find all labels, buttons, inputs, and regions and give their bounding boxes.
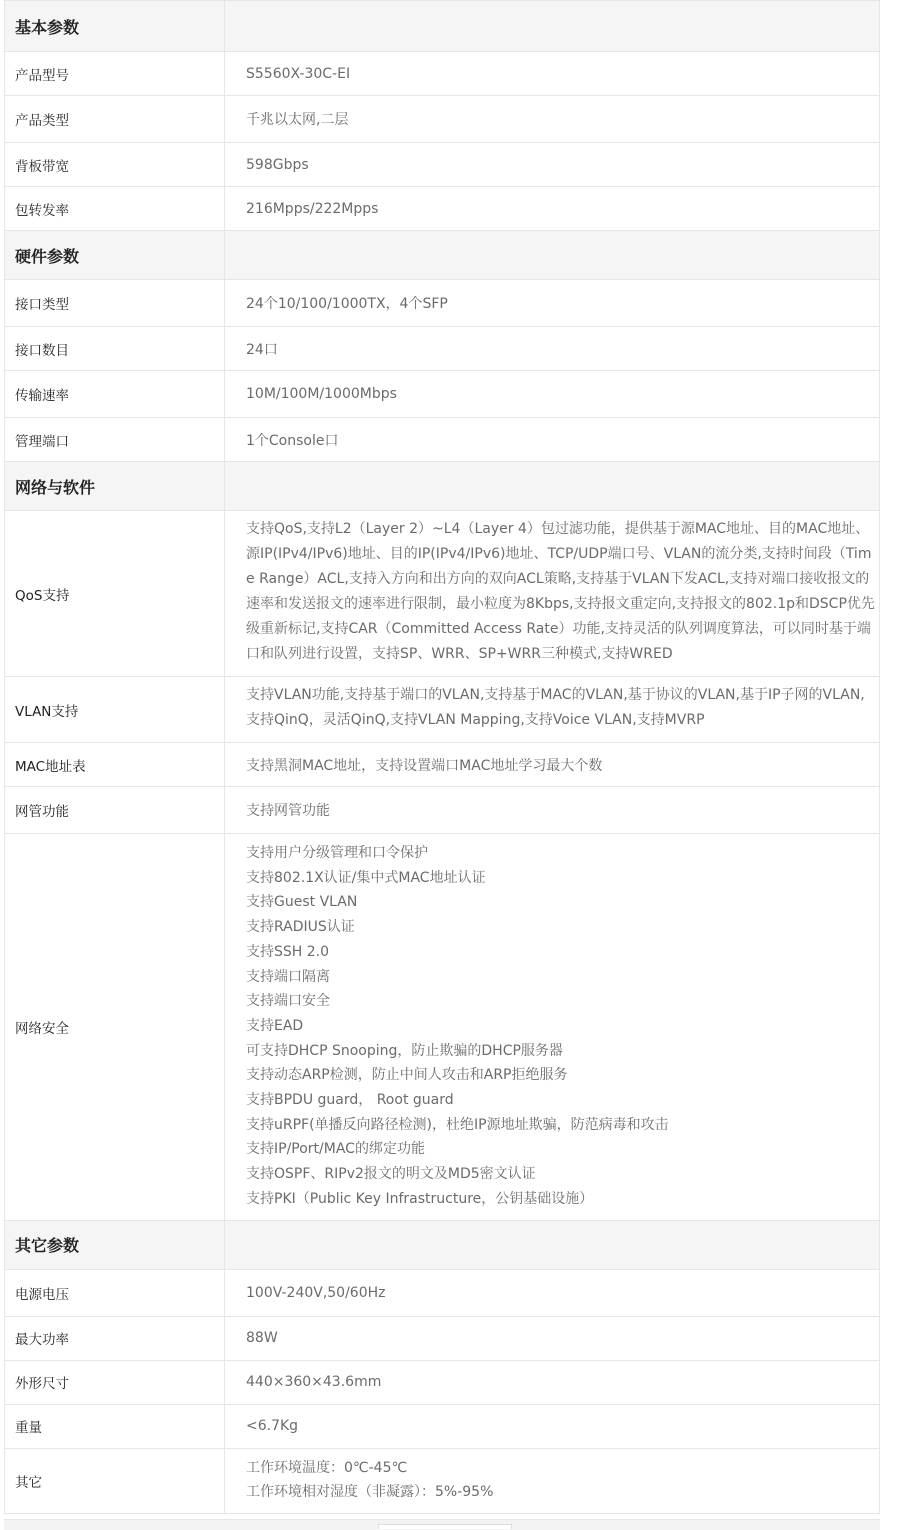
table-row	[5, 743, 880, 787]
row-label: 背板带宽	[5, 143, 225, 187]
row-label: QoS支持	[5, 511, 225, 677]
table-row	[5, 1404, 880, 1448]
row-value: 支持黑洞MAC地址，支持设置端口MAC地址学习最大个数	[225, 743, 880, 787]
section-title: 基本参数	[5, 1, 225, 52]
row-value: <6.7Kg	[225, 1404, 880, 1448]
row-value: 24个10/100/1000TX，4个SFP	[225, 280, 880, 327]
section-header-hardware	[5, 231, 880, 280]
table-row	[5, 187, 880, 231]
list-item: 支持Guest VLAN	[246, 894, 358, 911]
section-title: 其它参数	[5, 1220, 225, 1269]
row-value: S5560X-30C-EI	[225, 52, 880, 96]
list-item: 支持PKI（Public Key Infrastructure，公钥基础设施）	[246, 1190, 594, 1207]
table-row	[5, 371, 880, 418]
list-item: 支持用户分级管理和口令保护	[246, 845, 428, 861]
row-label: 外形尺寸	[5, 1360, 225, 1404]
list-item: 支持802.1X认证/集中式MAC地址认证	[246, 869, 486, 886]
row-value: 88W	[225, 1316, 880, 1360]
row-label: 接口数目	[5, 327, 225, 371]
list-item: 支持uRPF(单播反向路径检测)，杜绝IP源地址欺骗，防范病毒和攻击	[246, 1116, 669, 1133]
row-label: 最大功率	[5, 1316, 225, 1360]
list-item: 工作环境温度：0℃-45℃	[246, 1459, 408, 1476]
row-label: 接口类型	[5, 280, 225, 327]
section-header-empty	[225, 462, 880, 511]
row-label: 产品类型	[5, 96, 225, 143]
list-item: 支持SSH 2.0	[246, 943, 330, 960]
section-header-empty	[225, 1, 880, 52]
section-header-other	[5, 1220, 880, 1269]
row-value: 100V-240V,50/60Hz	[225, 1269, 880, 1316]
table-row	[5, 280, 880, 327]
spec-table-container	[4, 0, 880, 1514]
list-item: 支持端口隔离	[246, 968, 330, 985]
row-value: 千兆以太网,二层	[225, 96, 880, 143]
list-item: 支持动态ARP检测，防止中间人攻击和ARP拒绝服务	[246, 1067, 568, 1084]
row-value: 24口	[225, 327, 880, 371]
table-row	[5, 1316, 880, 1360]
section-header-network	[5, 462, 880, 511]
bottom-tab-button[interactable]	[378, 1524, 512, 1529]
row-label: 管理端口	[5, 418, 225, 462]
row-value: 支持网管功能	[225, 787, 880, 834]
row-value-list	[225, 834, 880, 1221]
list-item: 支持OSPF、RIPv2报文的明文及MD5密文认证	[246, 1166, 536, 1183]
row-value: 1个Console口	[225, 418, 880, 462]
table-row	[5, 143, 880, 187]
table-row-vlan	[5, 677, 880, 743]
list-item: 工作环境相对湿度（非凝露）：5%-95%	[246, 1484, 494, 1501]
list-item: 支持端口安全	[246, 993, 330, 1010]
table-row	[5, 327, 880, 371]
row-label: 网管功能	[5, 787, 225, 834]
row-label: 产品型号	[5, 52, 225, 96]
row-value: 10M/100M/1000Mbps	[225, 371, 880, 418]
row-label: 电源电压	[5, 1269, 225, 1316]
table-row-qos	[5, 511, 880, 677]
list-item: 支持IP/Port/MAC的绑定功能	[246, 1141, 425, 1158]
row-label: 重量	[5, 1404, 225, 1448]
table-row	[5, 1269, 880, 1316]
row-label: 传输速率	[5, 371, 225, 418]
row-label: 网络安全	[5, 834, 225, 1221]
section-title: 网络与软件	[5, 462, 225, 511]
list-item: 支持EAD	[246, 1017, 304, 1034]
section-header-basic	[5, 1, 880, 52]
table-row	[5, 52, 880, 96]
section-header-empty	[225, 1220, 880, 1269]
table-row	[5, 96, 880, 143]
row-label: 包转发率	[5, 187, 225, 231]
row-value: 440×360×43.6mm	[225, 1360, 880, 1404]
row-value: 支持QoS,支持L2（Layer 2）~L4（Layer 4）包过滤功能，提供基于源MAC地址、目的MAC地址、源IP(IPv4/IPv6)地址、目的IP(IPv4/IPv6)地址、TCP/UDP端口号、VLAN的流分类,支持时间段（Time Range）ACL,支持入方向和出方向的双向ACL策略,支持基于VLAN下发ACL,支持对端口接收报文的速率和发送报文的速率进行限制，最小粒度为8Kbps,支持报文重定向,支持报文的802.1p和DSCP优先级重新标记,支持CAR（Committed Access Rate）功能,支持灵活的队列调度算法，可以同时基于端口和队列进行设置，支持SP、WRR、SP+WRR三种模式,支持WRED	[225, 511, 880, 677]
section-title: 硬件参数	[5, 231, 225, 280]
row-label: VLAN支持	[5, 677, 225, 743]
row-value: 598Gbps	[225, 143, 880, 187]
table-row-misc	[5, 1448, 880, 1513]
row-value: 216Mpps/222Mpps	[225, 187, 880, 231]
table-row	[5, 787, 880, 834]
list-item: 支持RADIUS认证	[246, 919, 355, 936]
list-item: 可支持DHCP Snooping，防止欺骗的DHCP服务器	[246, 1042, 563, 1059]
spec-table	[4, 0, 880, 1514]
table-row	[5, 418, 880, 462]
row-label: MAC地址表	[5, 743, 225, 787]
row-value-list	[225, 1448, 880, 1513]
table-row	[5, 1360, 880, 1404]
list-item: 支持BPDU guard， Root guard	[246, 1092, 454, 1109]
row-label: 其它	[5, 1448, 225, 1513]
row-value: 支持VLAN功能,支持基于端口的VLAN,支持基于MAC的VLAN,基于协议的VLAN,基于IP子网的VLAN,支持QinQ，灵活QinQ,支持VLAN Mapping,支持Voice VLAN,支持MVRP	[225, 677, 880, 743]
section-header-empty	[225, 231, 880, 280]
table-row-security	[5, 834, 880, 1221]
